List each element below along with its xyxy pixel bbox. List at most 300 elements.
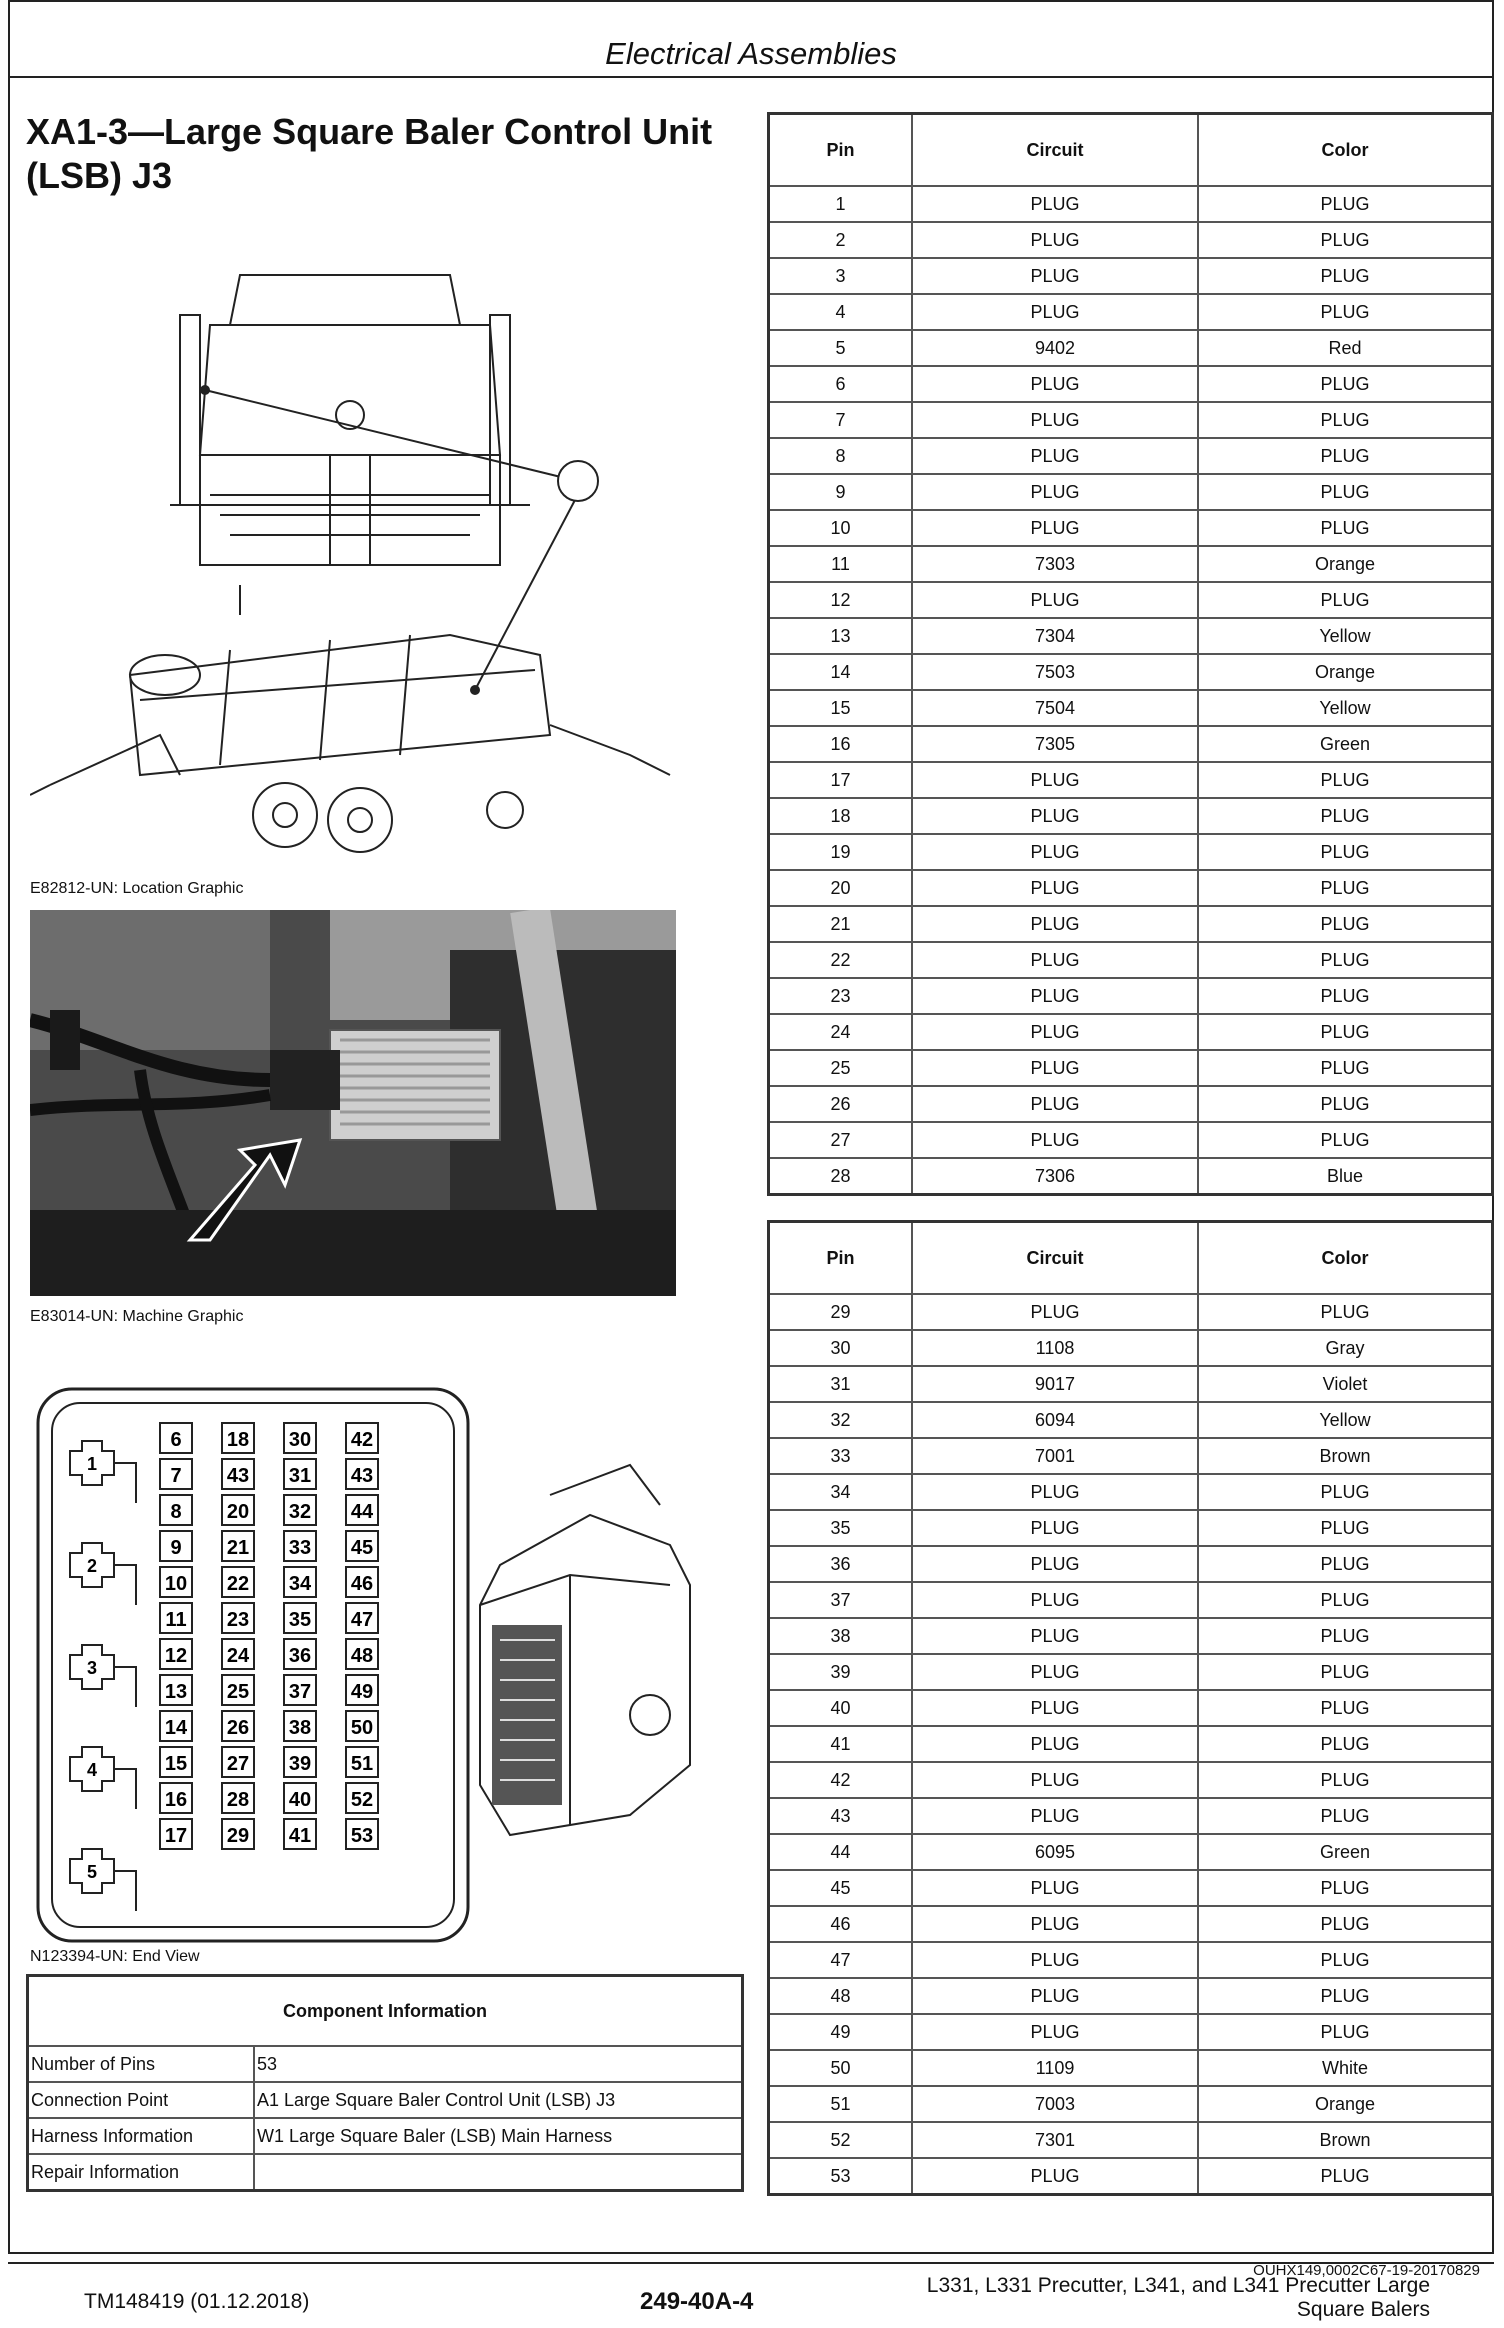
connector-pin-label: 48	[350, 1645, 374, 1667]
connector-pin-label: 52	[350, 1789, 374, 1811]
connector-pin-label: 45	[350, 1537, 374, 1559]
pin-row	[769, 1474, 1493, 1510]
pin-row	[769, 222, 1493, 258]
connector-pin-label: 43	[226, 1465, 250, 1487]
connector-pin-label: 44	[350, 1501, 374, 1523]
reference-code: OUHX149,0002C67-19-20170829	[1253, 2262, 1480, 2279]
footer-doc-id: TM148419 (01.12.2018)	[84, 2290, 310, 2313]
pin-pin-cell: 40	[769, 1690, 913, 1726]
connector-pin-label: 17	[164, 1825, 188, 1847]
pin-row	[769, 978, 1493, 1014]
pin-pin-cell: 36	[769, 1546, 913, 1582]
pin-row	[769, 1654, 1493, 1690]
pin-row	[769, 330, 1493, 366]
pin-pin-cell: 53	[769, 2158, 913, 2195]
pin-circuit-cell: PLUG	[912, 474, 1198, 510]
pin-pin-cell: 41	[769, 1726, 913, 1762]
pin-row	[769, 1510, 1493, 1546]
connector-trace	[114, 1871, 136, 1911]
pin-color-cell: PLUG	[1198, 798, 1493, 834]
pin-pin-cell: 34	[769, 1474, 913, 1510]
pin-circuit-cell: PLUG	[912, 798, 1198, 834]
pin-row	[769, 186, 1493, 222]
pin-pin-cell: 11	[769, 546, 913, 582]
pin-circuit-cell: PLUG	[912, 438, 1198, 474]
pin-row	[769, 690, 1493, 726]
pin-circuit-cell: PLUG	[912, 1942, 1198, 1978]
end-view-drawing	[30, 1385, 750, 1945]
pin-circuit-cell: 1108	[912, 1330, 1198, 1366]
pin-row	[769, 654, 1493, 690]
pin-circuit-cell: 7305	[912, 726, 1198, 762]
pin-circuit-cell: PLUG	[912, 402, 1198, 438]
connector-pin-label: 37	[288, 1681, 312, 1703]
connector-trace	[114, 1565, 136, 1605]
pin-pin-cell: 48	[769, 1978, 913, 2014]
pin-circuit-cell: PLUG	[912, 1906, 1198, 1942]
component-row	[28, 2118, 743, 2154]
pin-circuit-cell: 7303	[912, 546, 1198, 582]
pin-color-cell: PLUG	[1198, 474, 1493, 510]
connector-pin-label: 35	[288, 1609, 312, 1631]
pin-circuit-cell: PLUG	[912, 1582, 1198, 1618]
pin-pin-cell: 16	[769, 726, 913, 762]
connector-pin-label: 14	[164, 1717, 188, 1739]
pin-circuit-cell: PLUG	[912, 1510, 1198, 1546]
connector-pin-label: 9	[170, 1537, 182, 1559]
pin-row	[769, 2050, 1493, 2086]
pin-circuit-cell: 9402	[912, 330, 1198, 366]
component-value: A1 Large Square Baler Control Unit (LSB) J3	[254, 2082, 743, 2118]
pin-row	[769, 1366, 1493, 1402]
pin-pin-cell: 29	[769, 1294, 913, 1330]
component-info-title: Component Information	[28, 1976, 743, 2047]
footer-page-number: 249-40A-4	[640, 2288, 754, 2315]
pin-row	[769, 1294, 1493, 1330]
pin-color-cell: PLUG	[1198, 1546, 1493, 1582]
pin-circuit-cell: PLUG	[912, 906, 1198, 942]
connector-pin-label: 42	[350, 1429, 374, 1451]
pin-color-cell: PLUG	[1198, 1294, 1493, 1330]
component-row	[28, 2046, 743, 2082]
pin-row	[769, 1122, 1493, 1158]
pin-circuit-cell: PLUG	[912, 1294, 1198, 1330]
connector-pin-label: 27	[226, 1753, 250, 1775]
end-view-graphic	[30, 1385, 750, 1945]
pin-pin-cell: 10	[769, 510, 913, 546]
pin-circuit-cell: PLUG	[912, 1014, 1198, 1050]
pin-row	[769, 1582, 1493, 1618]
pin-row	[769, 1438, 1493, 1474]
pin-pin-cell: 42	[769, 1762, 913, 1798]
location-graphic-caption: E82812-UN: Location Graphic	[30, 880, 244, 897]
pin-pin-cell: 2	[769, 222, 913, 258]
pin-circuit-cell: PLUG	[912, 1978, 1198, 2014]
pin-pin-cell: 52	[769, 2122, 913, 2158]
pin-color-cell: Orange	[1198, 2086, 1493, 2122]
pin-pin-cell: 27	[769, 1122, 913, 1158]
connector-pin-label: 16	[164, 1789, 188, 1811]
pin-circuit-cell: PLUG	[912, 1474, 1198, 1510]
pin-color-cell: Red	[1198, 330, 1493, 366]
pin-pin-cell: 14	[769, 654, 913, 690]
pin-color-cell: PLUG	[1198, 1942, 1493, 1978]
pin-color-cell: PLUG	[1198, 1050, 1493, 1086]
pin-row	[769, 438, 1493, 474]
pin-table-1	[767, 112, 1494, 1196]
pin-header: Pin	[769, 114, 913, 187]
pin-color-cell: PLUG	[1198, 978, 1493, 1014]
pin-color-cell: Brown	[1198, 1438, 1493, 1474]
pin-pin-cell: 3	[769, 258, 913, 294]
pin-color-cell: PLUG	[1198, 1762, 1493, 1798]
connector-pin-label: 26	[226, 1717, 250, 1739]
pin-color-cell: PLUG	[1198, 582, 1493, 618]
pin-pin-cell: 37	[769, 1582, 913, 1618]
pin-pin-cell: 49	[769, 2014, 913, 2050]
pin-circuit-cell: 7003	[912, 2086, 1198, 2122]
pin-circuit-cell: 6094	[912, 1402, 1198, 1438]
machine-graphic	[30, 910, 676, 1296]
color-header: Color	[1198, 114, 1493, 187]
connector-pin-label: 32	[288, 1501, 312, 1523]
pin-row	[769, 798, 1493, 834]
connector-pin-label: 10	[164, 1573, 188, 1595]
connector-pin-label: 36	[288, 1645, 312, 1667]
pin-pin-cell: 44	[769, 1834, 913, 1870]
pin-color-cell: PLUG	[1198, 1726, 1493, 1762]
pin-row	[769, 366, 1493, 402]
pin-pin-cell: 46	[769, 1906, 913, 1942]
component-label: Harness Information	[28, 2118, 255, 2154]
pin-row	[769, 510, 1493, 546]
pin-pin-cell: 24	[769, 1014, 913, 1050]
pin-circuit-cell: PLUG	[912, 1050, 1198, 1086]
pin-color-cell: PLUG	[1198, 1618, 1493, 1654]
connector-pin-label: 29	[226, 1825, 250, 1847]
pin-pin-cell: 38	[769, 1618, 913, 1654]
pin-color-cell: PLUG	[1198, 366, 1493, 402]
page-header	[8, 0, 1494, 78]
pin-pin-cell: 45	[769, 1870, 913, 1906]
pin-circuit-cell: 7306	[912, 1158, 1198, 1195]
pin-row	[769, 2086, 1493, 2122]
pin-row	[769, 1834, 1493, 1870]
pin-color-cell: Yellow	[1198, 1402, 1493, 1438]
pin-row	[769, 942, 1493, 978]
pin-color-cell: PLUG	[1198, 1014, 1493, 1050]
connector-pin-label: 23	[226, 1609, 250, 1631]
circuit-header: Circuit	[912, 1222, 1198, 1295]
pin-circuit-cell: 7304	[912, 618, 1198, 654]
pin-row	[769, 1870, 1493, 1906]
power-pin-label: 1	[86, 1454, 98, 1474]
pin-circuit-cell: PLUG	[912, 762, 1198, 798]
connector-trace	[114, 1667, 136, 1707]
connector-trace	[114, 1769, 136, 1809]
connector-pin-label: 43	[350, 1465, 374, 1487]
pin-pin-cell: 39	[769, 1654, 913, 1690]
pin-circuit-cell: PLUG	[912, 510, 1198, 546]
pin-color-cell: Green	[1198, 1834, 1493, 1870]
connector-pin-label: 8	[170, 1501, 182, 1523]
pin-row	[769, 1978, 1493, 2014]
pin-circuit-cell: 9017	[912, 1366, 1198, 1402]
pin-row	[769, 1158, 1493, 1195]
connector-pin-label: 53	[350, 1825, 374, 1847]
pin-circuit-cell: PLUG	[912, 1618, 1198, 1654]
connector-pin-label: 13	[164, 1681, 188, 1703]
connector-pin-label: 20	[226, 1501, 250, 1523]
pin-color-cell: PLUG	[1198, 1654, 1493, 1690]
pin-pin-cell: 33	[769, 1438, 913, 1474]
connector-pin-label: 50	[350, 1717, 374, 1739]
connector-pin-label: 22	[226, 1573, 250, 1595]
pin-row	[769, 1762, 1493, 1798]
pin-pin-cell: 21	[769, 906, 913, 942]
pin-row	[769, 474, 1493, 510]
pin-circuit-cell: 7503	[912, 654, 1198, 690]
footer-models-line1: L331, L331 Precutter, L341, and L341 Precutter Large	[926, 2274, 1430, 2297]
location-graphic	[30, 255, 730, 870]
machine-graphic-caption: E83014-UN: Machine Graphic	[30, 1308, 244, 1325]
power-pin-label: 4	[86, 1760, 98, 1780]
pin-circuit-cell: PLUG	[912, 978, 1198, 1014]
pin-color-cell: PLUG	[1198, 438, 1493, 474]
pin-pin-cell: 6	[769, 366, 913, 402]
pin-row	[769, 762, 1493, 798]
connector-pin-label: 39	[288, 1753, 312, 1775]
circuit-header: Circuit	[912, 114, 1198, 187]
pin-row	[769, 402, 1493, 438]
pin-row	[769, 294, 1493, 330]
pin-color-cell: Blue	[1198, 1158, 1493, 1195]
connector-pin-label: 46	[350, 1573, 374, 1595]
end-view-caption: N123394-UN: End View	[30, 1948, 200, 1965]
footer-models	[860, 2274, 1430, 2322]
connector-pin-label: 38	[288, 1717, 312, 1739]
pin-circuit-cell: 7504	[912, 690, 1198, 726]
pin-circuit-cell: PLUG	[912, 1122, 1198, 1158]
pin-circuit-cell: 7001	[912, 1438, 1198, 1474]
pin-color-cell: PLUG	[1198, 1978, 1493, 2014]
connector-pin-label: 47	[350, 1609, 374, 1631]
connector-pin-label: 12	[164, 1645, 188, 1667]
pin-color-cell: PLUG	[1198, 1690, 1493, 1726]
pin-color-cell: PLUG	[1198, 870, 1493, 906]
connector-pin-label: 21	[226, 1537, 250, 1559]
component-info-table	[26, 1974, 744, 2192]
pin-circuit-cell: PLUG	[912, 258, 1198, 294]
pin-row	[769, 1906, 1493, 1942]
pin-color-cell: Green	[1198, 726, 1493, 762]
pin-row	[769, 2122, 1493, 2158]
pin-color-cell: PLUG	[1198, 1122, 1493, 1158]
pin-row	[769, 726, 1493, 762]
pin-pin-cell: 4	[769, 294, 913, 330]
pin-pin-cell: 5	[769, 330, 913, 366]
pin-pin-cell: 43	[769, 1798, 913, 1834]
connector-pin-label: 51	[350, 1753, 374, 1775]
pin-circuit-cell: PLUG	[912, 870, 1198, 906]
pin-circuit-cell: PLUG	[912, 222, 1198, 258]
pin-row	[769, 2158, 1493, 2195]
pin-row	[769, 1402, 1493, 1438]
power-pin-label: 3	[86, 1658, 98, 1678]
machine-photo	[30, 910, 676, 1296]
connector-pin-label: 40	[288, 1789, 312, 1811]
connector-pin-label: 33	[288, 1537, 312, 1559]
baler-line-art	[30, 255, 730, 870]
pin-color-cell: Brown	[1198, 2122, 1493, 2158]
connector-pin-label: 25	[226, 1681, 250, 1703]
page-title: XA1-3—Large Square Baler Control Unit (LSB) J3	[26, 111, 713, 196]
pin-row	[769, 546, 1493, 582]
pin-row	[769, 1050, 1493, 1086]
pin-color-cell: PLUG	[1198, 294, 1493, 330]
component-value: W1 Large Square Baler (LSB) Main Harness	[254, 2118, 743, 2154]
pin-row	[769, 1086, 1493, 1122]
pin-pin-cell: 8	[769, 438, 913, 474]
pin-row	[769, 1014, 1493, 1050]
pin-row	[769, 2014, 1493, 2050]
pin-color-cell: PLUG	[1198, 1906, 1493, 1942]
pin-row	[769, 1942, 1493, 1978]
pin-circuit-cell: PLUG	[912, 834, 1198, 870]
pin-color-cell: PLUG	[1198, 1086, 1493, 1122]
pin-color-cell: PLUG	[1198, 222, 1493, 258]
pin-color-cell: PLUG	[1198, 2014, 1493, 2050]
component-value	[254, 2154, 743, 2191]
pin-circuit-cell: PLUG	[912, 1870, 1198, 1906]
pin-color-cell: PLUG	[1198, 186, 1493, 222]
pin-pin-cell: 17	[769, 762, 913, 798]
pin-color-cell: PLUG	[1198, 2158, 1493, 2195]
pin-circuit-cell: PLUG	[912, 2158, 1198, 2195]
connector-pin-label: 31	[288, 1465, 312, 1487]
pin-pin-cell: 51	[769, 2086, 913, 2122]
pin-circuit-cell: 1109	[912, 2050, 1198, 2086]
pin-pin-cell: 15	[769, 690, 913, 726]
pin-circuit-cell: 6095	[912, 1834, 1198, 1870]
pin-color-cell: PLUG	[1198, 834, 1493, 870]
pin-circuit-cell: PLUG	[912, 1798, 1198, 1834]
pin-color-cell: PLUG	[1198, 1798, 1493, 1834]
connector-pin-label: 30	[288, 1429, 312, 1451]
component-row	[28, 2082, 743, 2118]
footer-models-line2: Square Balers	[1296, 2298, 1430, 2321]
connector-pin-label: 6	[170, 1429, 182, 1451]
pin-color-cell: PLUG	[1198, 762, 1493, 798]
pin-pin-cell: 1	[769, 186, 913, 222]
pin-color-cell: Orange	[1198, 546, 1493, 582]
pin-circuit-cell: PLUG	[912, 1654, 1198, 1690]
connector-pin-label: 18	[226, 1429, 250, 1451]
pin-row	[769, 1726, 1493, 1762]
component-label: Number of Pins	[28, 2046, 255, 2082]
pin-pin-cell: 25	[769, 1050, 913, 1086]
pin-pin-cell: 28	[769, 1158, 913, 1195]
pin-circuit-cell: PLUG	[912, 1690, 1198, 1726]
pin-pin-cell: 9	[769, 474, 913, 510]
pin-circuit-cell: PLUG	[912, 2014, 1198, 2050]
pin-row	[769, 870, 1493, 906]
pin-pin-cell: 12	[769, 582, 913, 618]
pin-table-2	[767, 1220, 1494, 2196]
color-header: Color	[1198, 1222, 1493, 1295]
pin-row	[769, 1690, 1493, 1726]
pin-color-cell: Yellow	[1198, 618, 1493, 654]
component-label: Repair Information	[28, 2154, 255, 2191]
pin-circuit-cell: PLUG	[912, 186, 1198, 222]
pin-color-cell: White	[1198, 2050, 1493, 2086]
pin-color-cell: Orange	[1198, 654, 1493, 690]
pin-circuit-cell: 7301	[912, 2122, 1198, 2158]
pin-pin-cell: 50	[769, 2050, 913, 2086]
pin-color-cell: PLUG	[1198, 906, 1493, 942]
pin-circuit-cell: PLUG	[912, 942, 1198, 978]
pin-circuit-cell: PLUG	[912, 1086, 1198, 1122]
component-row	[28, 2154, 743, 2191]
pin-color-cell: PLUG	[1198, 1474, 1493, 1510]
pin-pin-cell: 13	[769, 618, 913, 654]
power-pin-label: 5	[86, 1862, 98, 1882]
pin-row	[769, 1546, 1493, 1582]
pin-pin-cell: 26	[769, 1086, 913, 1122]
pin-circuit-cell: PLUG	[912, 1726, 1198, 1762]
power-pin-label: 2	[86, 1556, 98, 1576]
pin-pin-cell: 20	[769, 870, 913, 906]
connector-pin-label: 7	[170, 1465, 182, 1487]
pin-circuit-cell: PLUG	[912, 1546, 1198, 1582]
pin-color-cell: PLUG	[1198, 510, 1493, 546]
pin-row	[769, 834, 1493, 870]
pin-row	[769, 618, 1493, 654]
pin-circuit-cell: PLUG	[912, 366, 1198, 402]
pin-color-cell: PLUG	[1198, 1582, 1493, 1618]
pin-row	[769, 1618, 1493, 1654]
pin-color-cell: PLUG	[1198, 1510, 1493, 1546]
pin-pin-cell: 31	[769, 1366, 913, 1402]
connector-pin-label: 11	[165, 1609, 187, 1631]
pin-color-cell: Violet	[1198, 1366, 1493, 1402]
header-title: Electrical Assemblies	[605, 36, 897, 71]
pin-color-cell: PLUG	[1198, 1870, 1493, 1906]
pin-pin-cell: 47	[769, 1942, 913, 1978]
pin-pin-cell: 22	[769, 942, 913, 978]
connector-pin-label: 41	[288, 1825, 312, 1847]
pin-circuit-cell: PLUG	[912, 1762, 1198, 1798]
pin-header: Pin	[769, 1222, 913, 1295]
footer-rule	[8, 2262, 1494, 2264]
pin-row	[769, 258, 1493, 294]
pin-circuit-cell: PLUG	[912, 582, 1198, 618]
pin-pin-cell: 18	[769, 798, 913, 834]
connector-pin-label: 49	[350, 1681, 374, 1703]
component-value: 53	[254, 2046, 743, 2082]
pin-pin-cell: 23	[769, 978, 913, 1014]
connector-pin-label: 15	[164, 1753, 188, 1775]
pin-pin-cell: 35	[769, 1510, 913, 1546]
component-label: Connection Point	[28, 2082, 255, 2118]
pin-color-cell: PLUG	[1198, 942, 1493, 978]
pin-row	[769, 906, 1493, 942]
pin-row	[769, 1330, 1493, 1366]
pin-pin-cell: 7	[769, 402, 913, 438]
connector-trace	[114, 1463, 136, 1503]
pin-color-cell: Yellow	[1198, 690, 1493, 726]
pin-color-cell: PLUG	[1198, 258, 1493, 294]
